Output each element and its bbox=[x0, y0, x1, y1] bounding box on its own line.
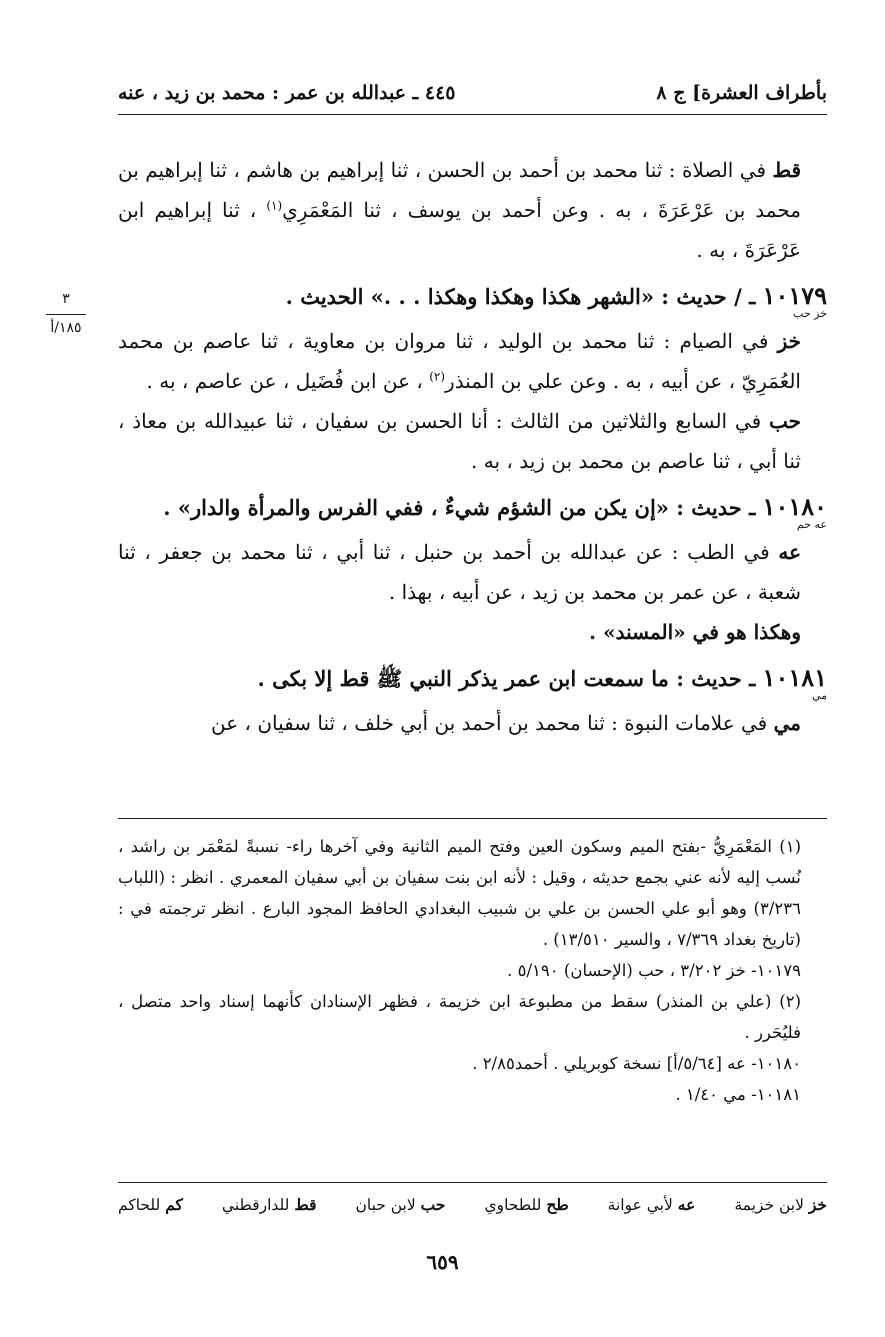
paragraph-text: في الصلاة : ثنا محمد بن أحمد بن الحسن ، ثنا إبراهيم بن هاشم ، ثنا إبراهيم بن محمد بن عَرْعَرَةَ ، به . وعن أحمد بن يوسف ، ثنا المَعْمَرِي bbox=[118, 158, 801, 222]
margin-manuscript-note bbox=[36, 290, 96, 337]
footnote: ١٠١٨٠- عه [٥/٦٤/أ] نسخة كوبريلي . أحمد٢/٨٥ . bbox=[472, 1054, 801, 1073]
paragraph-text: في علامات النبوة : ثنا محمد بن أحمد بن أبي خلف ، ثنا سفيان ، عن bbox=[211, 711, 768, 735]
source-code: خز bbox=[777, 329, 801, 353]
footnotes bbox=[118, 818, 827, 1110]
header-chapter: ٤٤٥ ـ عبدالله بن عمر : محمد بن زيد ، عنه bbox=[118, 82, 456, 104]
running-header bbox=[118, 82, 827, 115]
footnote-marker: (١) bbox=[266, 198, 283, 213]
source-code: مي bbox=[773, 711, 801, 735]
page-number: ٦٥٩ bbox=[426, 1250, 459, 1274]
abbreviation-item: كم للحاكم bbox=[118, 1195, 183, 1214]
hadith-entry bbox=[118, 276, 827, 481]
paragraph-text: في الطب : عن عبدالله بن أحمد بن حنبل ، ثنا أبي ، ثنا محمد بن جعفر ، ثنا شعبة ، عن عمر بن محمد بن زيد ، عن أبيه ، بهذا . bbox=[118, 540, 801, 604]
margin-note-bottom: ١٨٥/أ bbox=[50, 320, 82, 336]
footnote-marker: (٢) bbox=[429, 369, 446, 384]
footnote: ١٠١٨١- مي ١/٤٠ . bbox=[675, 1085, 801, 1104]
source-code: حب bbox=[769, 409, 802, 433]
margin-note-top: ٣ bbox=[62, 291, 70, 307]
entry-heading bbox=[118, 276, 827, 320]
entry-paragraph bbox=[118, 532, 827, 612]
header-volume: بأطراف العشرة] ج ٨ bbox=[656, 82, 827, 104]
abbreviation-item: طح للطحاوي bbox=[484, 1195, 569, 1214]
abbreviation-item: خز لابن خزيمة bbox=[734, 1195, 827, 1214]
entry-title: ـ / حديث : «الشهر هكذا وهكذا وهكذا . . .» الحديث . bbox=[285, 284, 756, 309]
paragraph-text: في الصيام : ثنا محمد بن الوليد ، ثنا مروان بن معاوية ، ثنا عاصم بن محمد العُمَرِيّ ، عن أبيه ، به . وعن علي بن المنذر bbox=[118, 329, 801, 393]
footnote: (٢) (علي بن المنذر) سقط من مطبوعة ابن خزيمة ، فظهر الإسنادان كأنهما إسناد واحد متصل ، فليُحَرر . bbox=[118, 992, 801, 1042]
paragraph-text: في السابع والثلاثين من الثالث : أنا الحسن بن سفيان ، ثنا عبيدالله بن معاذ ، ثنا أبي ، ثنا عاصم بن محمد بن زيد ، به . bbox=[118, 409, 801, 473]
entry-heading bbox=[118, 658, 827, 702]
abbreviation-item: عه لأبي عوانة bbox=[607, 1195, 696, 1214]
entry-title: ـ حديث : «إن يكن من الشؤم شيءٌ ، ففي الفرس والمرأة والدار» . bbox=[163, 495, 756, 520]
entry-paragraph bbox=[118, 401, 827, 481]
entry-source-codes: خز حب bbox=[793, 307, 827, 320]
source-code: قط bbox=[772, 158, 802, 182]
abbreviation-item: حب لابن حبان bbox=[355, 1195, 446, 1214]
entry-title: ـ حديث : ما سمعت ابن عمر يذكر النبي ﷺ قط إلا بكى . bbox=[257, 666, 756, 691]
intro-paragraph bbox=[118, 150, 827, 270]
entry-paragraph bbox=[118, 703, 827, 743]
paragraph-text: وهكذا هو في «المسند» . bbox=[589, 620, 801, 644]
entry-source-codes: عه حم bbox=[796, 518, 827, 531]
main-text bbox=[118, 150, 827, 743]
entry-paragraph bbox=[118, 612, 827, 652]
source-code: عه bbox=[778, 540, 801, 564]
margin-divider bbox=[46, 314, 86, 315]
hadith-entry bbox=[118, 487, 827, 652]
abbreviation-item: قط للدارقطني bbox=[221, 1195, 317, 1214]
paragraph-text: ، ثنا إبراهيم ابن عَرْعَرَةَ ، به . bbox=[118, 198, 801, 262]
footnote: ١٠١٧٩- خز ٣/٢٠٢ ، حب (الإحسان) ٥/١٩٠ . bbox=[507, 961, 801, 980]
entry-number: ١٠١٨٠ bbox=[762, 492, 827, 521]
entry-source-codes: مي bbox=[811, 689, 827, 702]
entry-number: ١٠١٧٩ bbox=[762, 281, 827, 310]
hadith-entry bbox=[118, 658, 827, 743]
entry-heading bbox=[118, 487, 827, 531]
footnote: (١) المَعْمَرِيُّ -بفتح الميم وسكون العين وفتح الميم الثانية وفي آخرها راء- نسبةً لمَعْمَر بن راشد ، نُسب إليه لأنه عني بجمع حديثه ، وقيل : لأنه ابن بنت سفيان بن أبي سفيان المعمري . انظر : (اللباب ٣/٢٣٦) وهو أبو علي الحسن بن علي بن شبيب البغدادي الحافظ المجود البارع . انظر ترجمته في : (تاريخ بغداد ٧/٣٦٩ ، والسير ١٣/٥١٠) . bbox=[118, 837, 801, 949]
entry-number: ١٠١٨١ bbox=[762, 663, 827, 692]
paragraph-text: ، عن ابن فُضَيل ، عن عاصم ، به . bbox=[146, 369, 423, 393]
entry-paragraph bbox=[118, 321, 827, 401]
abbreviation-key bbox=[118, 1182, 827, 1214]
